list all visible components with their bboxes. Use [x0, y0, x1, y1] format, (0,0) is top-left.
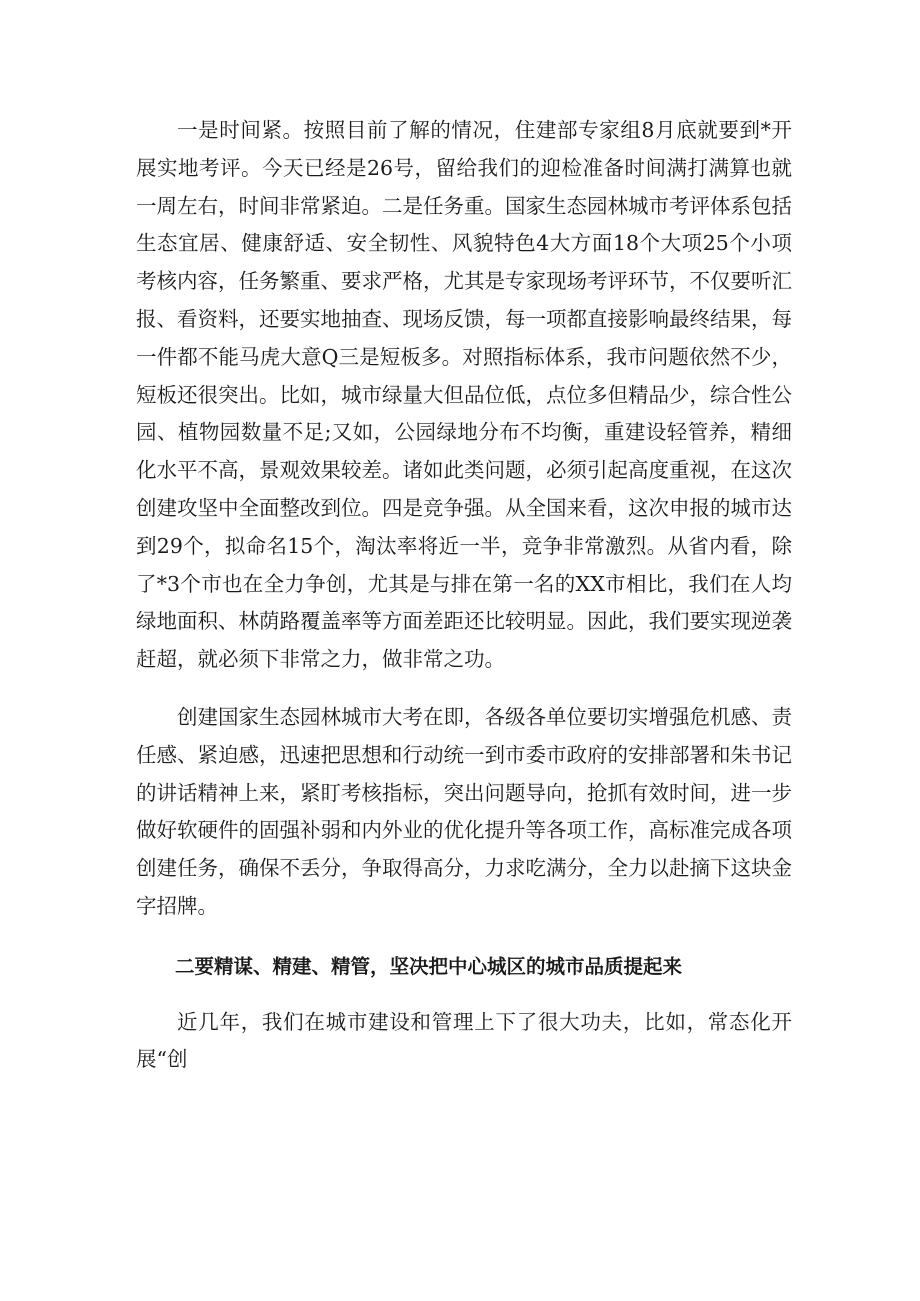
paragraph-time-task-shortcomings-competition: 一是时间紧。按照目前了解的情况，住建部专家组8月底就要到*开展实地考评。今天已经是26号，留给我们的迎检准备时间满打满算也就一周左右，时间非常紧迫。二是任务重。国家生态园林城市考评体系包括生态宜居、健康舒适、安全韧性、风貌特色4大方面18个大项25个小项考核内容，任务繁重、要求严格，尤其是专家现场考评环节，不仅要听汇报、看资料，还要实地抽查、现场反馈，每一项都直接影响最终结果，每一件都不能马虎大意Q三是短板多。对照指标体系，我市问题依然不少，短板还很突出。比如，城市绿量大但品位低，点位多但精品少，综合性公园、植物园数量不足;又如，公园绿地分布不均衡，重建设轻管养，精细化水平不高，景观效果较差。诸如此类问题，必须引起高度重视，在这次创建攻坚中全面整改到位。四是竞争强。从全国来看，这次申报的城市达到29个，拟命名15个，淘汰率将近一半，竞争非常激烈。从省内看，除了*3个市也在全力争创，尤其是与排在第一名的XX市相比，我们在人均绿地面积、林荫路覆盖率等方面差距还比较明显。因此，我们要实现逆袭赶超，就必须下非常之力，做非常之功。	[136, 118, 792, 672]
document-body	[136, 112, 792, 1079]
paragraph-recent-years: 近几年，我们在城市建设和管理上下了很大功夫，比如，常态化开展“创	[136, 1009, 792, 1072]
section-heading: 二要精谋、精建、精管，坚决把中心城区的城市品质提起来	[175, 954, 683, 978]
paragraph-exam-approaching: 创建国家生态园林城市大考在即，各级各单位要切实增强危机感、责任感、紧迫感，迅速把思想和行动统一到市委市政府的安排部署和朱书记的讲话精神上来，紧盯考核指标，突出问题导向，抢抓有效时间，进一步做好软硬件的固强补弱和内外业的优化提升等各项工作，高标准完成各项创建任务，确保不丢分，争取得高分，力求吃满分，全力以赴摘下这块金字招牌。	[136, 704, 792, 918]
